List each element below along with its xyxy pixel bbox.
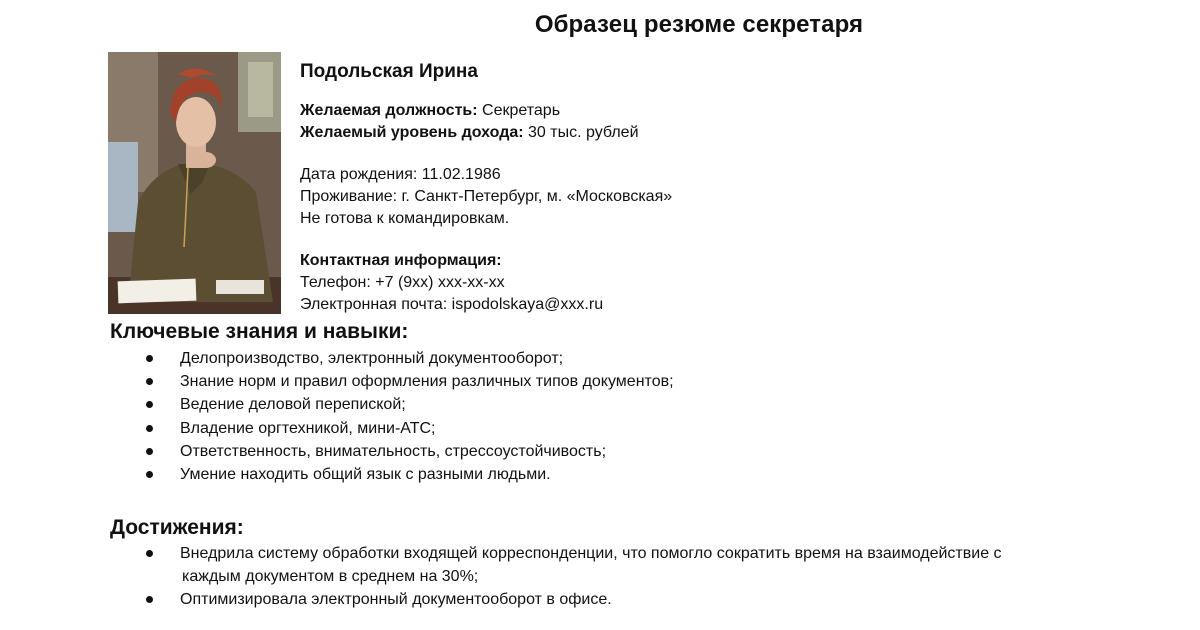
bullet-icon [146,378,153,385]
achievements-list [144,542,1104,612]
desired-position-value: Секретарь [482,102,561,119]
candidate-name: Подольская Ирина [300,61,478,82]
birth-date: Дата рождения: 11.02.1986 [300,166,501,183]
list-item: Владение оргтехникой, мини-АТС; [144,417,1104,440]
contacts-heading: Контактная информация: [300,252,502,269]
desired-income-value: 30 тыс. рублей [528,124,639,141]
list-item: Оптимизировала электронный документооборот в офисе. [144,588,1104,611]
list-item: Ответственность, внимательность, стрессоустойчивость; [144,440,1104,463]
desired-income [300,122,1100,144]
portrait-photo-icon [108,52,281,314]
list-item: Знание норм и правил оформления различных типов документов; [144,370,1104,393]
list-item: Ведение деловой перепиской; [144,393,1104,416]
bullet-icon [146,596,153,603]
page-title: Образец резюме секретаря [534,11,864,38]
portrait-photo [108,52,281,314]
bullet-icon [146,448,153,455]
list-item: Делопроизводство, электронный документооборот; [144,347,1104,370]
list-item: Внедрила систему обработки входящей корреспонденции, что помогло сократить время на взаимодействие с каждым документом в среднем на 30%; [144,542,1104,588]
email: Электронная почта: ispodolskaya@xxx.ru [300,296,604,313]
list-item: Умение находить общий язык с разными людьми. [144,463,1104,486]
bullet-icon [146,425,153,432]
residence: Проживание: г. Санкт-Петербург, м. «Московская» [300,188,673,205]
travel-availability: Не готова к командировкам. [300,210,510,227]
desired-income-label: Желаемый уровень дохода: [300,124,524,141]
bullet-icon [146,471,153,478]
desired-position [300,100,1100,122]
bullet-icon [146,401,153,408]
phone: Телефон: +7 (9хх) ххх-хх-хх [300,274,505,291]
bullet-icon [146,550,153,557]
bullet-icon [146,355,153,362]
skills-list [144,347,1104,486]
desired-position-label: Желаемая должность: [300,102,478,119]
skills-heading: Ключевые знания и навыки: [110,320,409,343]
achievements-heading: Достижения: [110,516,244,539]
profile-info [300,60,1100,316]
